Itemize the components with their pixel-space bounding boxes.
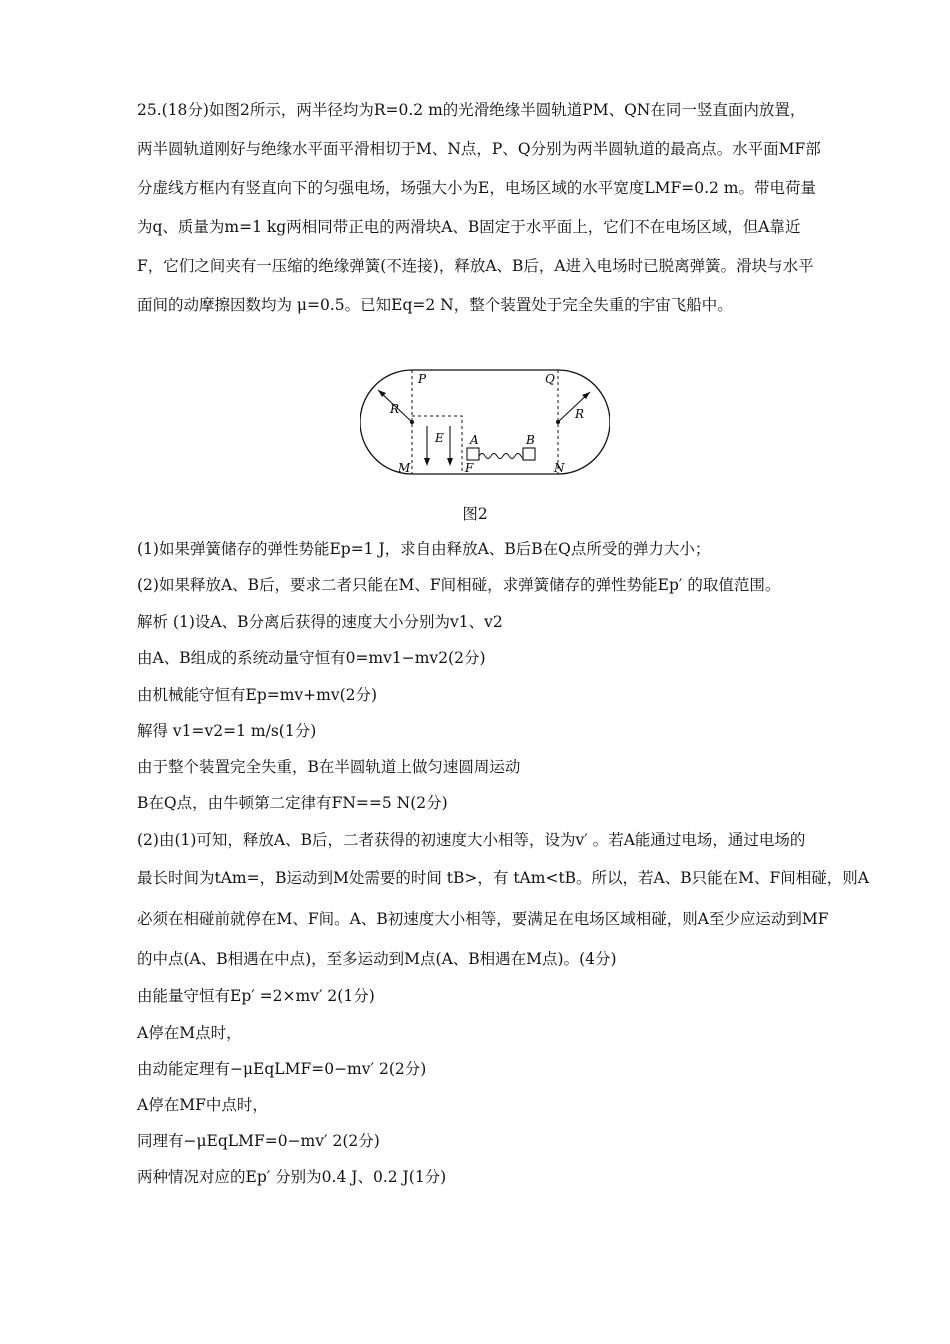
solution-line: 解得 v1=v2=1 m/s(1分) <box>137 722 317 740</box>
solution-line: 必须在相碰前就停在M、F间。A、B初速度大小相等，要满足在电场区域相碰，则A至少应运动到MF <box>137 910 829 928</box>
solution-line: 由机械能守恒有Ep=mv+mv(2分) <box>137 686 378 704</box>
solution-line: 同理有−μEqLMF=0−mv′ 2(2分) <box>137 1132 380 1150</box>
label-F: F <box>465 461 474 475</box>
problem-line: 为q、质量为m=1 kg两相同带正电的两滑块A、B固定于水平面上，它们不在电场区域，但A靠近 <box>137 218 801 236</box>
track-outline <box>360 370 610 474</box>
problem-line: 25.(18分)如图2所示，两半径均为R=0.2 m的光滑绝缘半圆轨道PM、QN在同一竖直面内放置， <box>137 101 806 119</box>
solution-line: 由于整个装置完全失重，B在半圆轨道上做匀速圆周运动 <box>137 758 521 776</box>
question-1: (1)如果弹簧储存的弹性势能Ep=1 J，求自由释放A、B后B在Q点所受的弹力大小； <box>137 540 711 558</box>
block-A <box>467 448 479 460</box>
solution-line: 由A、B组成的系统动量守恒有0=mv1−mv2(2分) <box>137 649 486 667</box>
center-left <box>410 420 414 424</box>
label-M: M <box>398 461 411 475</box>
question-2: (2)如果释放A、B后，要求二者只能在M、F间相碰，求弹簧储存的弹性势能Ep′ 的取值范围。 <box>137 576 781 594</box>
solution-line: 由动能定理有−μEqLMF=0−mv′ 2(2分) <box>137 1060 427 1078</box>
solution-line: 由能量守恒有Ep′ =2×mv′ 2(1分) <box>137 987 375 1005</box>
solution-line: (2)由(1)可知，释放A、B后，二者获得的初速度大小相等，设为v′ 。若A能通过电场，通过电场的 <box>137 831 806 849</box>
solution-line: 解析 (1)设A、B分离后获得的速度大小分别为v1、v2 <box>137 613 503 631</box>
field-arrowhead-2 <box>447 458 453 466</box>
problem-line: 面间的动摩擦因数均为 μ=0.5。已知Eq=2 N，整个装置处于完全失重的宇宙飞船中。 <box>137 296 733 314</box>
solution-line: 两种情况对应的Ep′ 分别为0.4 J、0.2 J(1分) <box>137 1168 447 1186</box>
solution-line: 的中点(A、B相遇在中点)，至多运动到M点(A、B相遇在M点)。(4分) <box>137 950 617 968</box>
label-Q: Q <box>545 372 555 386</box>
label-R-right: R <box>575 407 585 421</box>
problem-line: F，它们之间夹有一压缩的绝缘弹簧(不连接)，释放A、B后，A进入电场时已脱离弹簧。滑块与水平 <box>137 257 814 275</box>
block-B <box>523 448 535 460</box>
center-right <box>556 420 560 424</box>
label-P: P <box>418 372 427 386</box>
solution-line: 最长时间为tAm=，B运动到M处需要的时间 tB>，有 tAm<tB。所以，若A、B只能在M、F间相碰，则A <box>137 869 869 887</box>
figure-caption: 图2 <box>462 505 488 523</box>
solution-line: A停在MF中点时， <box>137 1096 268 1114</box>
track-diagram <box>360 360 610 480</box>
label-B: B <box>526 433 535 447</box>
problem-line: 分虚线方框内有竖直向下的匀强电场，场强大小为E，电场区域的水平宽度LMF=0.2 m。带电荷量 <box>137 179 816 197</box>
solution-line: B在Q点，由牛顿第二定律有FN==5 N(2分) <box>137 794 448 812</box>
label-R-left: R <box>390 402 400 416</box>
problem-line: 两半圆轨道刚好与绝缘水平面平滑相切于M、N点，P、Q分别为两半圆轨道的最高点。水平面MF部 <box>137 140 821 158</box>
field-arrowhead-1 <box>424 458 430 466</box>
solution-line: A停在M点时， <box>137 1024 242 1042</box>
field-region-box <box>412 416 462 474</box>
label-E: E <box>435 431 444 445</box>
label-N: N <box>554 461 565 475</box>
label-A: A <box>470 433 479 447</box>
